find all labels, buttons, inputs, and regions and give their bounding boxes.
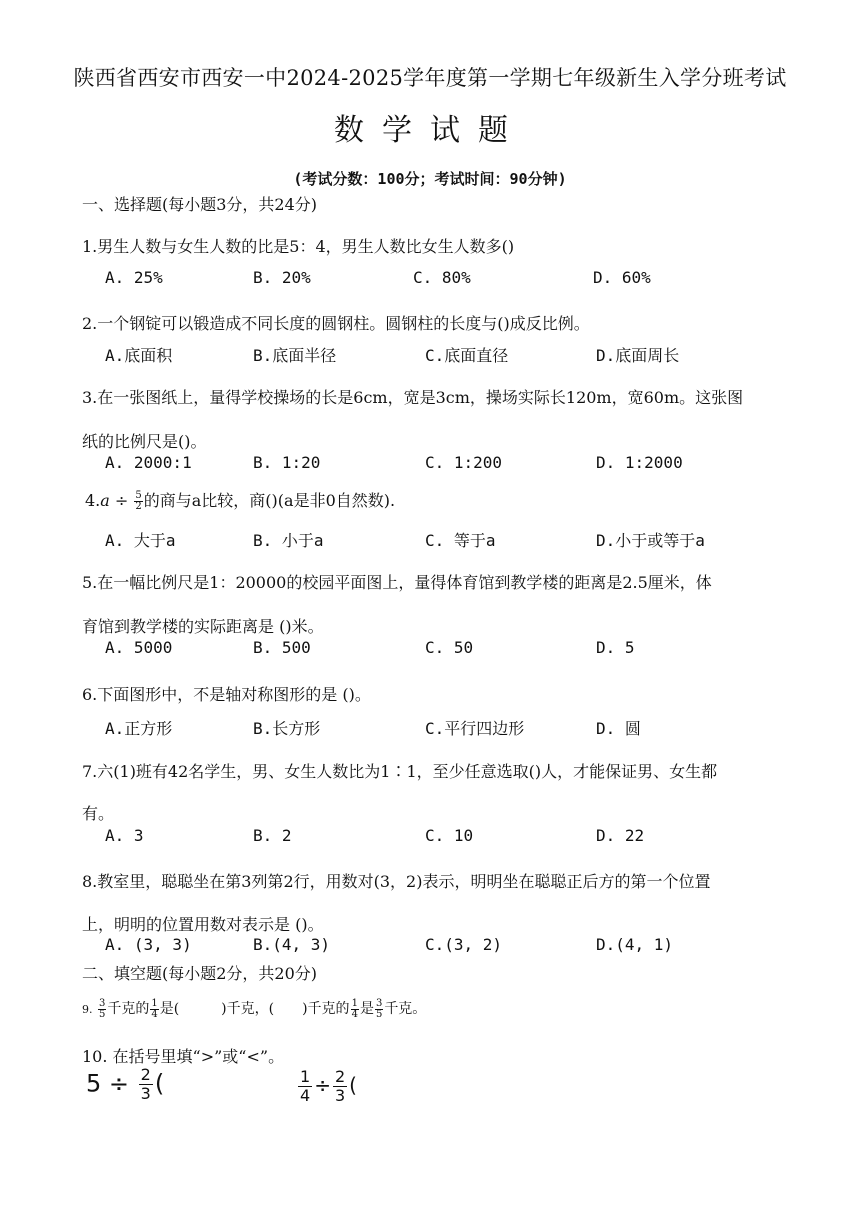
q8-option-c: C.(3, 2) <box>425 935 503 954</box>
q3-option-a: A. 2000:1 <box>105 453 192 472</box>
q10-expr2-operator: ÷ <box>314 1073 331 1097</box>
q8-option-a: A. (3, 3) <box>105 935 192 954</box>
q4-text: 的商与a比较，商()(a是非0自然数). <box>143 491 396 510</box>
q1-option-a: A. 25% <box>105 268 163 287</box>
q10-expr2-paren: ( <box>349 1073 357 1097</box>
question-10: 10. 在括号里填“>”或“<”。 <box>82 1047 285 1066</box>
q10-expr2-denominator-1: 4 <box>300 1086 311 1105</box>
q10-expr2-fraction-1 <box>298 1068 312 1105</box>
question-5-line2: 育馆到教学楼的实际距离是 ()米。 <box>82 617 324 636</box>
q4-variable: a <box>100 491 110 510</box>
q7-option-c: C. 10 <box>425 826 474 845</box>
question-8-line2: 上，明明的位置用数对表示是 ()。 <box>82 915 324 934</box>
q9-text-3: 是 <box>359 1001 374 1017</box>
q3-option-b: B. 1:20 <box>253 453 321 472</box>
subject-title: 数学试题 <box>334 113 526 148</box>
q3-option-d: D. 1:2000 <box>596 453 683 472</box>
q5-option-d: D. 5 <box>596 638 635 657</box>
q10-expr2-denominator-2: 3 <box>334 1086 346 1105</box>
question-2: 2.一个钢锭可以锻造成不同长度的圆钢柱。圆钢柱的长度与()成反比例。 <box>82 314 590 333</box>
q3-option-c: C. 1:200 <box>425 453 503 472</box>
q5-option-a: A. 5000 <box>105 638 173 657</box>
q4-fraction-numerator: 5 <box>135 490 142 501</box>
q4-option-b: B. 小于a <box>253 531 324 550</box>
q7-option-a: A. 3 <box>105 826 144 845</box>
q2-option-c: C.底面直径 <box>425 346 509 365</box>
exam-title: 陕西省西安市西安一中2024-2025学年度第一学期七年级新生入学分班考试 <box>73 66 787 90</box>
q9-fraction-3-denominator: 4 <box>351 1008 358 1020</box>
question-8-line1: 8.教室里，聪聪坐在第3列第2行，用数对(3，2)表示，明明坐在聪聪正后方的第一个位置 <box>82 872 711 891</box>
q10-expr2-numerator-2: 2 <box>334 1067 346 1086</box>
q5-option-b: B. 500 <box>253 638 311 657</box>
q1-option-b: B. 20% <box>253 268 311 287</box>
q10-expr1-paren: ( <box>154 1069 165 1098</box>
q5-option-c: C. 50 <box>425 638 474 657</box>
question-3-line1: 3.在一张图纸上，量得学校操场的长是6cm，宽是3cm，操场实际长120m，宽60m。这张图 <box>82 388 744 407</box>
q9-fraction-2-denominator: 4 <box>151 1008 158 1020</box>
q9-text-1: 千克的 <box>107 1001 150 1017</box>
q9-fraction-2-numerator: 1 <box>151 997 158 1009</box>
q9-fraction-4-numerator: 3 <box>375 997 383 1009</box>
q10-expr1-denominator: 3 <box>140 1084 151 1103</box>
q10-expr1-left: 5 ÷ <box>86 1069 137 1098</box>
q9-fraction-3 <box>351 999 359 1020</box>
question-7-line1: 7.六(1)班有42名学生，男、女生人数比为1∶1，至少任意选取()人，才能保证男、女生都 <box>82 762 718 781</box>
q9-fraction-1-denominator: 5 <box>98 1008 106 1020</box>
q1-option-d: D. 60% <box>593 268 651 287</box>
question-1: 1.男生人数与女生人数的比是5：4，男生人数比女生人数多() <box>82 237 515 256</box>
q1-option-c: C. 80% <box>413 268 471 287</box>
question-6: 6.下面图形中，不是轴对称图形的是 ()。 <box>82 685 371 704</box>
section-heading-choice: 一、选择题(每小题3分，共24分) <box>82 195 318 214</box>
q4-option-d: D.小于或等于a <box>596 531 705 550</box>
question-7-line2: 有。 <box>82 804 115 823</box>
q4-fraction <box>134 491 142 512</box>
q2-option-d: D.底面周长 <box>596 346 680 365</box>
q7-option-d: D. 22 <box>596 826 645 845</box>
q4-fraction-denominator: 2 <box>135 501 142 512</box>
question-9 <box>82 998 426 1020</box>
q7-option-b: B. 2 <box>253 826 292 845</box>
q10-expr2-fraction-2 <box>333 1068 347 1105</box>
q6-option-c: C.平行四边形 <box>425 719 525 738</box>
q2-option-b: B.底面半径 <box>253 346 337 365</box>
q9-fraction-2 <box>150 999 158 1020</box>
q9-number: 9. <box>82 1003 93 1016</box>
q9-fraction-1 <box>98 999 106 1020</box>
q8-option-d: D.(4, 1) <box>596 935 674 954</box>
q2-option-a: A.底面积 <box>105 346 173 365</box>
q4-option-a: A. 大于a <box>105 531 176 550</box>
q9-text-2: 是( )千克，( )千克的 <box>159 1001 350 1017</box>
exam-info: (考试分数：100分；考试时间：90分钟) <box>293 170 567 188</box>
section-heading-fill-in: 二、填空题(每小题2分，共20分) <box>82 964 318 983</box>
q4-operator: ÷ <box>109 491 134 510</box>
q10-expr1-numerator: 2 <box>140 1065 151 1084</box>
q10-expression-1 <box>86 1066 164 1103</box>
q9-text-4: 千克。 <box>384 1001 427 1017</box>
q10-expression-2 <box>296 1068 357 1105</box>
question-4 <box>85 488 395 512</box>
q8-option-b: B.(4, 3) <box>253 935 331 954</box>
question-3-line2: 纸的比例尺是()。 <box>82 432 207 451</box>
question-5-line1: 5.在一幅比例尺是1：20000的校园平面图上，量得体育馆到教学楼的距离是2.5厘米，体 <box>82 573 712 592</box>
q9-fraction-3-numerator: 1 <box>351 997 358 1009</box>
q10-expr1-fraction <box>139 1066 153 1103</box>
q10-expr2-numerator-1: 1 <box>300 1067 311 1086</box>
q4-number: 4. <box>85 491 101 510</box>
q9-fraction-4 <box>375 999 383 1020</box>
q6-option-d: D. 圆 <box>596 719 641 738</box>
q6-option-b: B.长方形 <box>253 719 321 738</box>
q9-fraction-4-denominator: 5 <box>375 1008 383 1020</box>
q4-option-c: C. 等于a <box>425 531 496 550</box>
q9-fraction-1-numerator: 3 <box>98 997 106 1009</box>
q6-option-a: A.正方形 <box>105 719 173 738</box>
